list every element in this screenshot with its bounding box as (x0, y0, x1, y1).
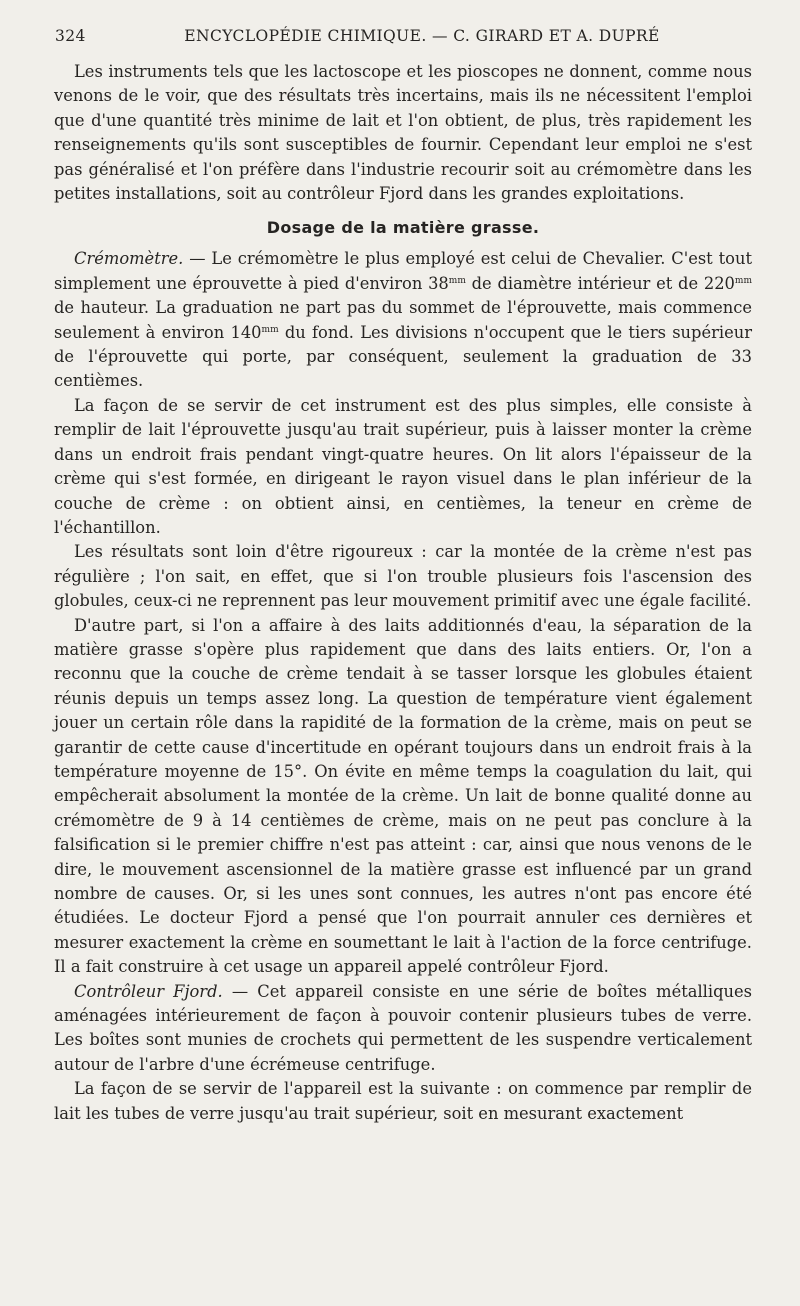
running-title: ENCYCLOPÉDIE CHIMIQUE. — C. GIRARD ET A. DUPRÉ (184, 27, 660, 45)
paragraph-results: Les résultats sont loin d'être rigoureux : car la montée de la crème n'est pas régulière ; l'on sait, en effet, que si l'on trouble plusieurs fois l'ascension des globules, ceux-ci ne reprennent pas leur mouvement primitif avec une égale facilité. (54, 542, 752, 611)
cremometre-lead: Crémomètre. (74, 249, 184, 269)
page-body (54, 60, 752, 1126)
controleur-text: — Cet appareil consiste en une série de boîtes métalliques aménagées intérieurement de façon à pouvoir contenir plusieurs tubes de verre. Les boîtes sont munies de crochets qui permettent de les suspendre verticalement autour de l'arbre d'une écrémeuse centrifuge. (54, 981, 752, 1074)
cremometre-text-b: de diamètre intérieur et de 220 (465, 273, 735, 293)
unit-superscript: mm (448, 275, 466, 286)
cremometre-text-a: — Le crémomètre le plus employé est celui de Chevalier. C'est tout simplement une éprouvette à pied d'environ 38 (54, 249, 752, 293)
paragraph-intro: Les instruments tels que les lactoscope et les pioscopes ne donnent, comme nous venons de le voir, que des résultats très incertains, mais ils ne nécessitent l'emploi que d'une quantité très minime de lait et l'on obtient, de plus, très rapidement les renseignements qu'ils sont susceptibles de fournir. Cependant leur emploi ne s'est pas généralisé et l'on préfère dans l'industrie recourir soit au crémomètre dans les petites installations, soit au contrôleur Fjord dans les grandes exploitations. (54, 62, 752, 204)
section-title: Dosage de la matière grasse. (266, 218, 540, 238)
page-header (55, 27, 755, 49)
page-number: 324 (55, 27, 86, 45)
paragraph-other: D'autre part, si l'on a affaire à des laits additionnés d'eau, la séparation de la matière grasse s'opère plus rapidement que dans des laits entiers. Or, l'on a reconnu que la couche de crème tendait à se tasser lorsque les globules étaient réunis depuis un temps assez long. La question de température vient également jouer un certain rôle dans la rapidité de la formation de la crème, mais on peut se garantir de cette cause d'incertitude en opérant toujours dans un endroit frais à la température moyenne de 15°. On évite en même temps la coagulation du lait, qui empêcherait absolument la montée de la crème. Un lait de bonne qualité donne au crémomètre de 9 à 14 centièmes de crème, mais on ne peut pas conclure à la falsification si le premier chiffre n'est pas atteint : car, ainsi que nous venons de le dire, le mouvement ascensionnel de la matière grasse est influencé par un grand nombre de causes. Or, si les unes sont connues, les autres n'ont pas encore été étudiées. Le docteur Fjord a pensé que l'on pourrait annuler ces dernières et mesurer exactement la crème en soumettant le lait à l'action de la force centrifuge. Il a fait construire à cet usage un appareil appelé contrôleur Fjord. (54, 615, 752, 977)
paragraph-cremometre (54, 247, 752, 393)
cremometre-text-c: de hauteur. La graduation ne part pas du sommet de l'éprouvette, mais commence seulement à environ 140 (54, 298, 752, 342)
unit-superscript: mm (261, 324, 279, 335)
unit-superscript: mm (734, 275, 752, 286)
cremometre-text-d: du fond. Les divisions n'occupent que le tiers supérieur de l'éprouvette qui porte, par conséquent, seulement la graduation de 33 centièmes. (54, 322, 752, 391)
paragraph-usage: La façon de se servir de l'appareil est la suivante : on commence par remplir de lait les tubes de verre jusqu'au trait supérieur, soit en mesurant exactement (54, 1079, 752, 1123)
paragraph-controleur (54, 980, 752, 1078)
controleur-lead: Contrôleur Fjord. (74, 981, 223, 1001)
paragraph-method: La façon de se servir de cet instrument est des plus simples, elle consiste à remplir de lait l'éprouvette jusqu'au trait supérieur, puis à laisser monter la crème dans un endroit frais pendant vingt-quatre heures. On lit alors l'épaisseur de la crème qui s'est formée, en dirigeant le rayon visuel dans le plan inférieur de la couche de crème : on obtient ainsi, en centièmes, la teneur en crème de l'échantillon. (54, 395, 752, 537)
